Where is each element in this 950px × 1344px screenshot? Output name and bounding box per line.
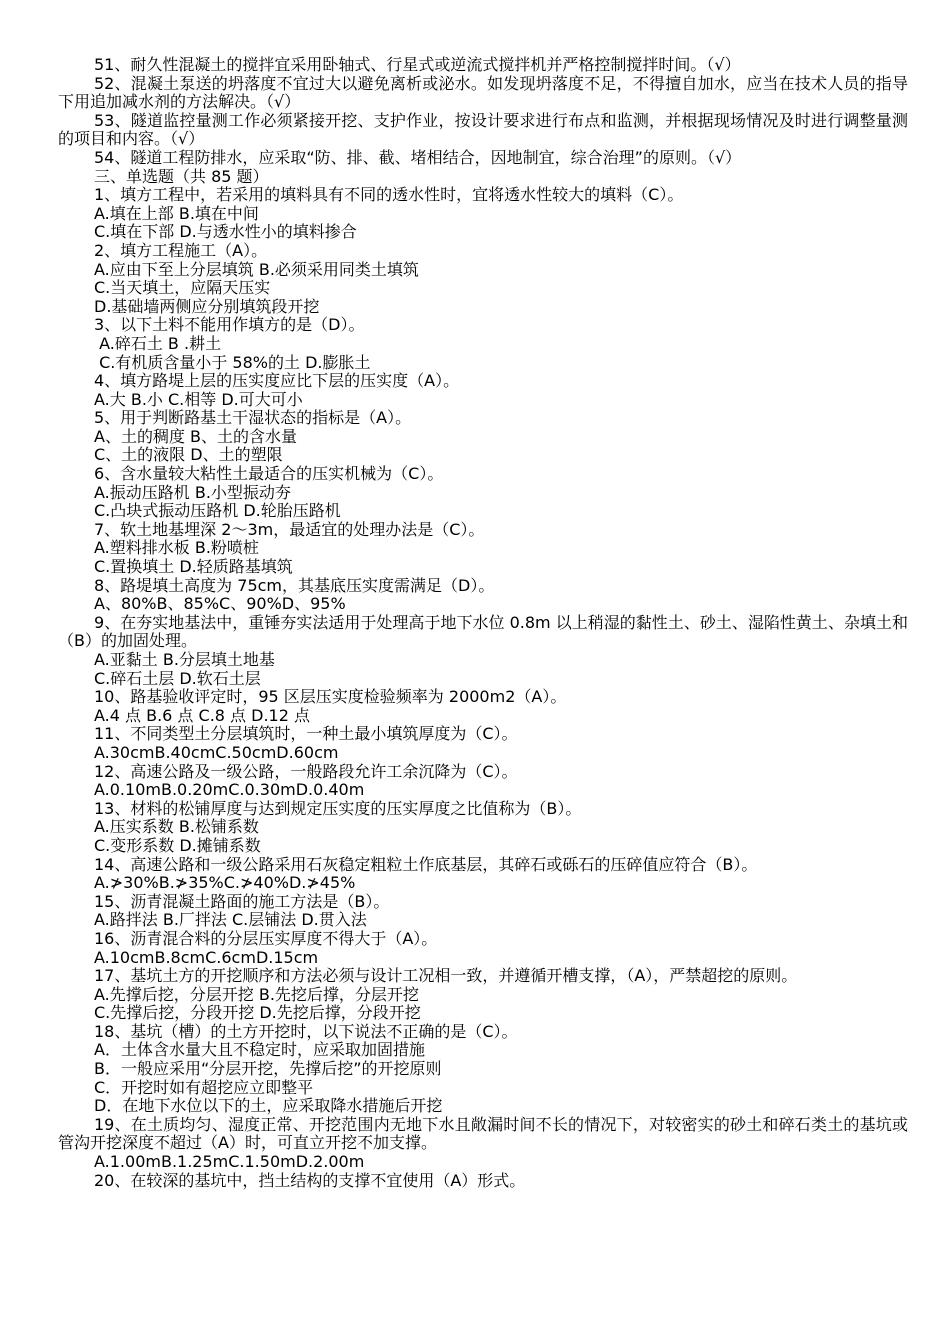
question-line: 16、沥青混合料的分层压实厚度不得大于（A）。 [94,928,438,948]
question-line: 15、沥青混凝土路面的施工方法是（B）。 [94,891,390,911]
option-line: A．土体含水量大且不稳定时，应采取加固措施 [94,1040,425,1060]
question-line: 6、含水量较大粘性土最适合的压实机械为（C）。 [94,464,444,484]
option-line: C.有机质含量小于 58%的土 D.膨胀土 [94,352,371,372]
option-line: C.碎石土层 D.软石土层 [94,668,261,688]
question-line: 三、单选题（共 85 题） [94,166,269,186]
question-line: 13、材料的松铺厚度与达到规定压实度的压实厚度之比值称为（B）。 [94,798,582,818]
option-line: C.置换填土 D.轻质路基填筑 [94,557,293,577]
question-paragraph: 17、基坑土方的开挖顺序和方法必须与设计工况相一致，并遵循开槽支撑，（A），严禁超挖的原则。 [94,966,798,986]
option-line: A、土的稠度 B、土的含水量 [94,426,298,446]
question-line: 11、不同类型土分层填筑时，一种土最小填筑厚度为（C）。 [94,724,518,744]
option-line: D．在地下水位以下的土，应采取降水措施后开挖 [94,1096,443,1116]
question-paragraph: 53、隧道监控量测工作必须紧接开挖、支护作业，按设计要求进行布点和监测，并根据现场情况及时进行调整量测的项目和内容。（√） [58,110,908,149]
question-line: 51、耐久性混凝土的搅拌宜采用卧轴式、行星式或逆流式搅拌机并严格控制搅拌时间。（√） [94,55,741,74]
option-line: C.填在下部 D.与透水性小的填料掺合 [94,222,357,242]
question-line: 3、以下土料不能用作填方的是（D）。 [94,315,365,335]
question-line: 20、在较深的基坑中，挡土结构的支撑不宜使用（A）形式。 [94,1170,526,1190]
option-line: A.填在上部 B.填在中间 [94,203,259,223]
option-line: A.1.00mB.1.25mC.1.50mD.2.00m [94,1152,365,1172]
question-line: 54、隧道工程防排水，应采取“防、排、截、堵相结合，因地制宜，综合治理”的原则。（√） [94,147,742,167]
option-line: A.先撑后挖，分层开挖 B.先挖后撑，分层开挖 [94,984,419,1004]
question-line: 1、填方工程中，若采用的填料具有不同的透水性时，宜将透水性较大的填料（C）。 [94,185,684,205]
option-line: C.凸块式振动压路机 D.轮胎压路机 [94,501,341,521]
option-line: A.塑料排水板 B.粉喷桩 [94,538,259,558]
option-line: A.30cmB.40cmC.50cmD.60cm [94,742,339,762]
question-line: 2、填方工程施工（A）。 [94,240,268,260]
question-line: 5、用于判断路基土干湿状态的指标是（A）。 [94,408,412,428]
option-line: C、土的液限 D、土的塑限 [94,445,283,465]
question-line: 18、基坑（槽）的土方开挖时，以下说法不正确的是（C）。 [94,1021,518,1041]
question-paragraph: 9、在夯实地基法中，重锤夯实法适用于处理高于地下水位 0.8m 以上稍湿的黏性土、砂土、湿陷性黄土、杂填土和（B）的加固处理。 [58,612,908,651]
document-body [58,56,908,1190]
question-paragraph: 19、在土质均匀、湿度正常、开挖范围内无地下水且敞漏时间不长的情况下，对较密实的砂土和碎石类土的基坑或管沟开挖深度不超过（A）时，可直立开挖不加支撑。 [58,1114,908,1153]
question-line: 14、高速公路和一级公路采用石灰稳定粗粒土作底基层，其碎石或砾石的压碎值应符合（B）。 [94,854,758,874]
option-line: A.振动压路机 B.小型振动夯 [94,482,291,502]
option-line: B．一般应采用“分层开挖，先撑后挖”的开挖原则 [94,1059,442,1079]
option-line: A.应由下至上分层填筑 B.必须采用同类土填筑 [94,259,419,279]
option-line: A.碎石土 B .耕土 [94,333,222,353]
option-line: A.压实系数 B.松铺系数 [94,817,259,837]
option-line: C．开挖时如有超挖应立即整平 [94,1077,314,1097]
question-line: 8、路堤填土高度为 75cm，其基底压实度需满足（D）。 [94,575,495,595]
question-line: 10、路基验收评定时，95 区层压实度检验频率为 2000m2（A）。 [94,687,567,707]
question-paragraph: 52、混凝土泵送的坍落度不宜过大以避免离析或泌水。如发现坍落度不足，不得擅自加水，应当在技术人员的指导下用追加减水剂的方法解决。（√） [58,73,908,112]
question-line: 7、软土地基埋深 2～3m，最适宜的处理办法是（C）。 [94,519,485,539]
option-line: C.先撑后挖，分段开挖 D.先挖后撑，分段开挖 [94,1003,421,1023]
question-line: 12、高速公路及一级公路，一般路段允许工余沉降为（C）。 [94,761,518,781]
option-line: D.基础墙两侧应分别填筑段开挖 [94,296,320,316]
option-line: A、80%B、85%C、90%D、95% [94,594,346,614]
question-line: 4、填方路堤上层的压实度应比下层的压实度（A）。 [94,371,460,391]
option-line: C.当天填土，应隔天压实 [94,278,271,298]
option-line: A.亚黏土 B.分层填土地基 [94,650,275,669]
option-line: A.4 点 B.6 点 C.8 点 D.12 点 [94,705,310,725]
option-line: A.路拌法 B.厂拌法 C.层铺法 D.贯入法 [94,910,367,930]
option-line: C.变形系数 D.摊铺系数 [94,835,261,855]
option-line: A.0.10mB.0.20mC.0.30mD.0.40m [94,780,365,800]
option-line: A.10cmB.8cmC.6cmD.15cm [94,947,319,967]
option-line: A.大 B.小 C.相等 D.可大可小 [94,389,303,409]
option-line: A.≯30%B.≯35%C.≯40%D.≯45% [94,873,356,893]
